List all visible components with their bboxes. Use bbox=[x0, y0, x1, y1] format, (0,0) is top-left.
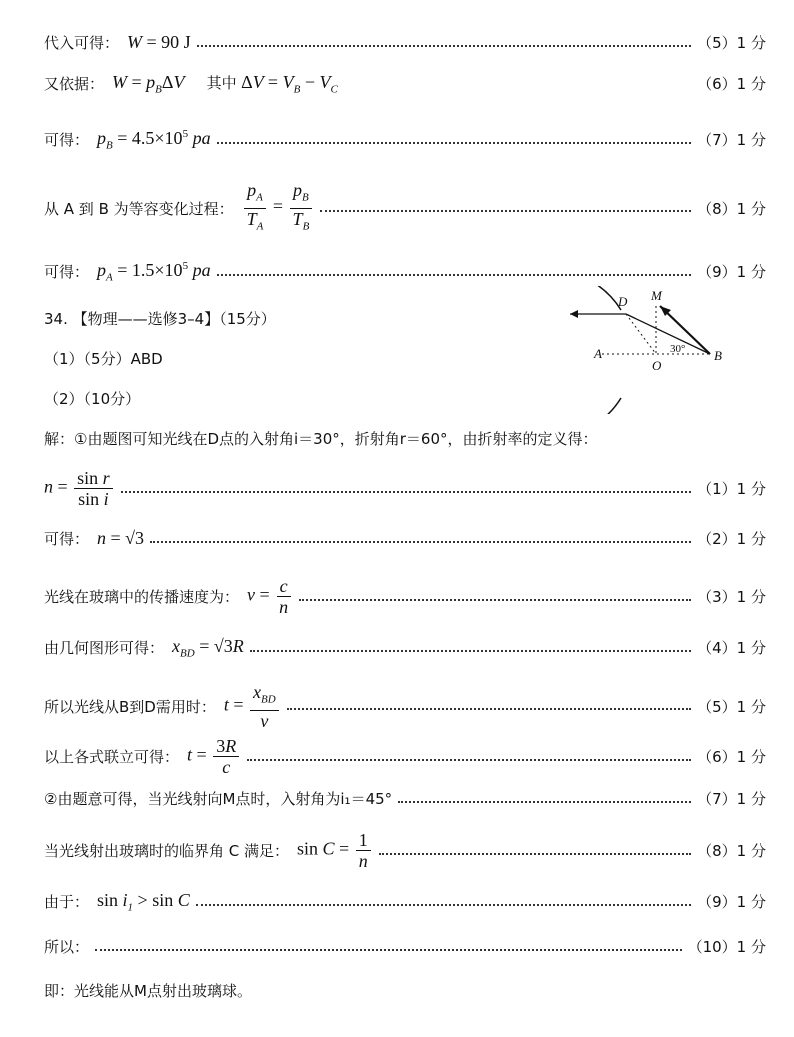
row-score: （5）1 分 bbox=[697, 34, 766, 52]
leader-dots bbox=[379, 853, 691, 855]
row-formula: t = $\frac{x_{BD}}{v}$ bbox=[224, 682, 281, 731]
leader-dots bbox=[95, 949, 682, 951]
row-score: （9）1 分 bbox=[697, 263, 766, 282]
label-d: D bbox=[618, 294, 628, 309]
row-formula: n = √3 bbox=[97, 528, 145, 548]
row-score: （8）1 分 bbox=[697, 199, 766, 218]
step-3 bbox=[44, 576, 766, 617]
row-score: （10）1 分 bbox=[687, 938, 766, 956]
label-b: B bbox=[714, 348, 722, 363]
row-score: （9）1 分 bbox=[697, 893, 766, 912]
part2-text: （2）（10分） bbox=[44, 390, 141, 408]
row-work-formula bbox=[44, 72, 766, 96]
label-a: A bbox=[594, 346, 602, 361]
row-label: 以上各式联立可得： bbox=[44, 748, 180, 766]
row-score: （5）1 分 bbox=[697, 697, 766, 716]
leader-dots bbox=[196, 904, 691, 906]
optics-diagram bbox=[566, 286, 782, 414]
row-score: （8）1 分 bbox=[697, 842, 766, 860]
normal-od bbox=[626, 314, 656, 354]
row-label: 由于： bbox=[44, 893, 90, 912]
label-m: M bbox=[651, 288, 662, 303]
row-score: （4）1 分 bbox=[697, 639, 766, 658]
row-label: 又依据： bbox=[44, 75, 105, 94]
row-label: 代入可得： bbox=[44, 34, 120, 52]
step-9 bbox=[44, 890, 766, 914]
step-10 bbox=[44, 936, 766, 957]
leader-dots bbox=[197, 45, 691, 47]
row-pb bbox=[44, 128, 766, 152]
row-formula: $x_{BD} = √3R$ bbox=[172, 636, 244, 660]
row-label: 从 A 到 B 为等容变化过程： bbox=[44, 199, 234, 218]
row-formula: t = $\frac{3R}{c}$ bbox=[187, 736, 241, 777]
row-score: （7）1 分 bbox=[697, 790, 766, 808]
solution-intro-text: 解：①由题图可知光线在D点的入射角i＝30°，折射角r＝60°，由折射率的定义得： bbox=[44, 430, 598, 448]
leader-dots bbox=[150, 541, 691, 543]
row-label: 光线在玻璃中的传播速度为： bbox=[44, 588, 240, 606]
row-work-value bbox=[44, 32, 766, 53]
row-score: （3）1 分 bbox=[697, 588, 766, 606]
row-score: （6）1 分 bbox=[697, 75, 766, 94]
row-label: 所以： bbox=[44, 938, 90, 956]
label-angle: 30° bbox=[670, 343, 686, 355]
row-formula: W = 90 J bbox=[127, 32, 191, 52]
leader-dots bbox=[247, 759, 691, 761]
leader-dots bbox=[217, 142, 692, 144]
row-formula: $p_A = 1.5\times 10^5$ pa bbox=[97, 260, 211, 284]
row-formula: $W = p_B\Delta V$ 其中 $\Delta V = V_B - V_C$ bbox=[112, 72, 338, 96]
row-formula: v = $\frac{c}{n}$ bbox=[247, 576, 293, 617]
label-o: O bbox=[652, 358, 662, 373]
leader-dots bbox=[299, 599, 691, 601]
step-8 bbox=[44, 830, 766, 871]
leader-dots bbox=[250, 650, 691, 652]
row-label: 可得： bbox=[44, 131, 90, 150]
spacer bbox=[344, 86, 691, 88]
row-label: 所以光线从B到D需用时： bbox=[44, 697, 216, 716]
row-pa bbox=[44, 260, 766, 284]
row-formula: $\frac{p_A}{T_A}$ = $\frac{p_B}{T_B}$ bbox=[242, 180, 315, 236]
conclusion-text: 即：光线能从M点射出玻璃球。 bbox=[44, 982, 252, 1000]
section-title-text: 34. 【物理——选修3–4】（15分） bbox=[44, 310, 276, 328]
row-score: （2）1 分 bbox=[697, 530, 766, 548]
part1-text: （1）（5分）ABD bbox=[44, 350, 163, 368]
row-formula: $\sin i_1 > \sin C$ bbox=[97, 890, 190, 914]
solution-intro bbox=[44, 428, 766, 449]
row-formula: $p_B = 4.5\times 10^5$ pa bbox=[97, 128, 211, 152]
row-label: 可得： bbox=[44, 263, 90, 282]
step-2 bbox=[44, 528, 766, 549]
ray-bd bbox=[626, 314, 710, 354]
row-formula: sin C = $\frac{1}{n}$ bbox=[297, 830, 373, 871]
leader-dots bbox=[287, 708, 691, 710]
leader-dots bbox=[398, 801, 691, 803]
leader-dots bbox=[217, 274, 692, 276]
leader-dots bbox=[121, 491, 691, 493]
row-label: ②由题意可得，当光线射向M点时，入射角为i₁＝45° bbox=[44, 790, 393, 808]
row-score: （6）1 分 bbox=[697, 748, 766, 766]
row-score: （7）1 分 bbox=[697, 131, 766, 150]
step-5 bbox=[44, 682, 766, 731]
conclusion bbox=[44, 980, 766, 1001]
step-7 bbox=[44, 788, 766, 809]
row-formula: n = $\frac{\text{sin r}}{\text{sin i}}$ bbox=[44, 468, 115, 509]
step-4 bbox=[44, 636, 766, 660]
step-1 bbox=[44, 468, 766, 509]
step-6 bbox=[44, 736, 766, 777]
row-label: 当光线射出玻璃时的临界角 C 满足： bbox=[44, 842, 290, 860]
row-isochoric bbox=[44, 180, 766, 236]
row-label: 由几何图形可得： bbox=[44, 639, 165, 658]
row-score: （1）1 分 bbox=[697, 480, 766, 498]
row-label: 可得： bbox=[44, 530, 90, 548]
leader-dots bbox=[320, 210, 691, 212]
ray-arrow-left bbox=[570, 310, 578, 318]
